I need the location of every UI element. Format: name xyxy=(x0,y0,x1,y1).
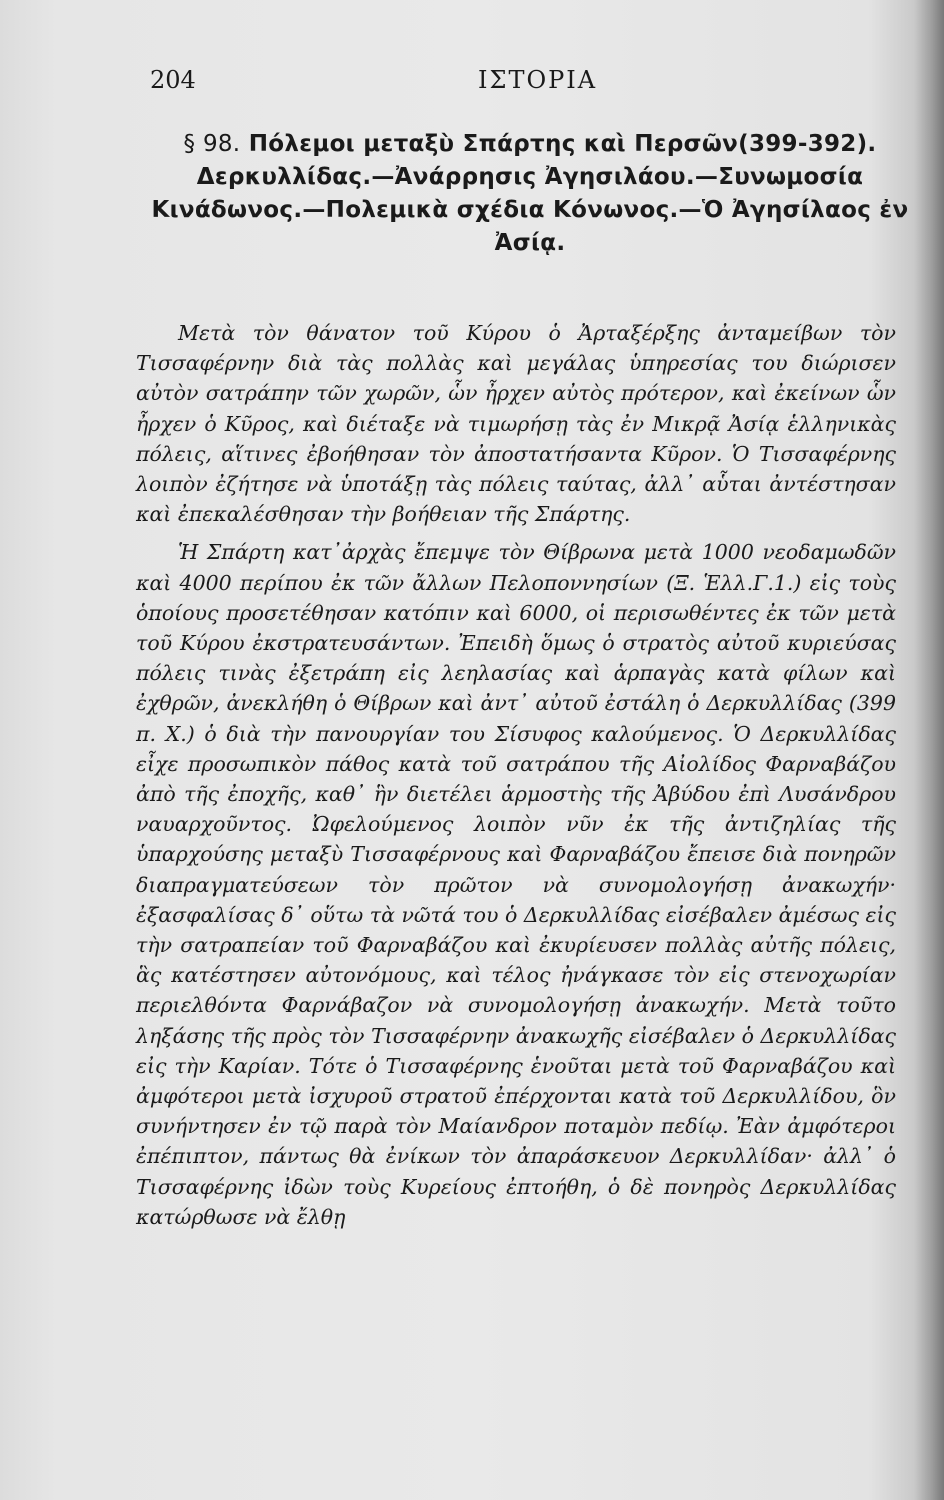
section-number: § 98. xyxy=(183,131,241,157)
running-title: ΙΣΤΟΡΙΑ xyxy=(478,66,598,94)
body-text xyxy=(136,318,896,1232)
page-spine-shadow xyxy=(914,0,944,1500)
paragraph-1: Μετὰ τὸν θάνατον τοῦ Κύρου ὁ Ἀρταξέρξης ἀνταμείβων τὸν Τισσαφέρνην διὰ τὰς πολλὰς καὶ μεγάλας ὑπηρεσίας του διώρισεν αὐτὸν σατράπην τῶν χωρῶν, ὧν ἦρχεν αὐτὸς πρότερον, καὶ ἐκείνων ὧν ἦρχεν ὁ Κῦρος, καὶ διέταξε νὰ τιμωρήσῃ τὰς ἐν Μικρᾷ Ἀσίᾳ ἑλληνικὰς πόλεις, αἵτινες ἐβοήθησαν τὸν ἀποστατήσαντα Κῦρον. Ὁ Τισσαφέρνης λοιπὸν ἐζήτησε νὰ ὑποτάξῃ τὰς πόλεις ταύτας, ἀλλ᾽ αὗται ἀντέστησαν καὶ ἐπεκαλέσθησαν τὴν βοήθειαν τῆς Σπάρτης. xyxy=(136,321,896,527)
page-number: 204 xyxy=(150,66,196,94)
section-title: Πόλεμοι μεταξὺ Σπάρτης καὶ Περσῶν(399-392). Δερκυλλίδας.—Ἀνάρρησις Ἀγησιλάου.—Συνωμοσία Κινάδωνος.—Πολεμικὰ σχέδια Κόνωνος.—Ὁ Ἀγησίλαος ἐν Ἀσίᾳ. xyxy=(151,131,909,256)
section-heading xyxy=(150,128,910,260)
page-header xyxy=(150,66,884,106)
paragraph-2: Ἡ Σπάρτη κατ᾽ἀρχὰς ἔπεμψε τὸν Θίβρωνα μετὰ 1000 νεοδαμωδῶν καὶ 4000 περίπου ἐκ τῶν ἄλλων Πελοποννησίων (Ξ. Ἑλλ.Γ.1.) εἰς τοὺς ὁποίους προσετέθησαν κατόπιν καὶ 6000, οἱ περισωθέντες ἐκ τῶν μετὰ τοῦ Κύρου ἐκστρατευσάντων. Ἐπειδὴ ὅμως ὁ στρατὸς αὐτοῦ κυριεύσας πόλεις τινὰς ἐξετράπη εἰς λεηλασίας καὶ ἁρπαγὰς κατὰ φίλων καὶ ἐχθρῶν, ἀνεκλήθη ὁ Θίβρων καὶ ἀντ᾽ αὐτοῦ ἐστάλη ὁ Δερκυλλίδας (399 π. Χ.) ὁ διὰ τὴν πανουργίαν του Σίσυφος καλούμενος. Ὁ Δερκυλλίδας εἶχε προσωπικὸν πάθος κατὰ τοῦ σατράπου τῆς Αἰολίδος Φαρναβάζου ἀπὸ τῆς ἐποχῆς, καθ᾽ ἣν διετέλει ἁρμοστὴς τῆς Ἀβύδου ἐπὶ Λυσάνδρου ναυαρχοῦντος. Ὠφελούμενος λοιπὸν νῦν ἐκ τῆς ἀντιζηλίας τῆς ὑπαρχούσης μεταξὺ Τισσαφέρνους καὶ Φαρναβάζου ἔπεισε διὰ πονηρῶν διαπραγματεύσεων τὸν πρῶτον νὰ συνομολογήσῃ ἀνακωχήν· ἐξασφαλίσας δ᾽ οὕτω τὰ νῶτά του ὁ Δερκυλλίδας εἰσέβαλεν ἀμέσως εἰς τὴν σατραπείαν τοῦ Φαρναβάζου καὶ ἐκυρίευσεν πολλὰς αὐτῆς πόλεις, ἃς κατέστησεν αὐτονόμους, καὶ τέλος ἠνάγκασε τὸν εἰς στενοχωρίαν περιελθόντα Φαρνάβαζον νὰ συνομολογήσῃ ἀνακωχήν. Μετὰ τοῦτο ληξάσης τῆς πρὸς τὸν Τισσαφέρνην ἀνακωχῆς εἰσέβαλεν ὁ Δερκυλλίδας εἰς τὴν Καρίαν. Τότε ὁ Τισσαφέρνης ἑνοῦται μετὰ τοῦ Φαρναβάζου καὶ ἀμφότεροι μετὰ ἰσχυροῦ στρατοῦ ἐπέρχονται κατὰ τοῦ Δερκυλλίδου, ὃν συνήντησεν ἐν τῷ παρὰ τὸν Μαίανδρον ποταμὸν πεδίῳ. Ἐὰν ἀμφότεροι ἐπέπιπτον, πάντως θὰ ἐνίκων τὸν ἀπαράσκευον Δερκυλλίδαν· ἀλλ᾽ ὁ Τισσαφέρνης ἰδὼν τοὺς Κυρείους ἐπτοήθη, ὁ δὲ πονηρὸς Δερκυλλίδας κατώρθωσε νὰ ἔλθῃ xyxy=(136,540,896,1229)
